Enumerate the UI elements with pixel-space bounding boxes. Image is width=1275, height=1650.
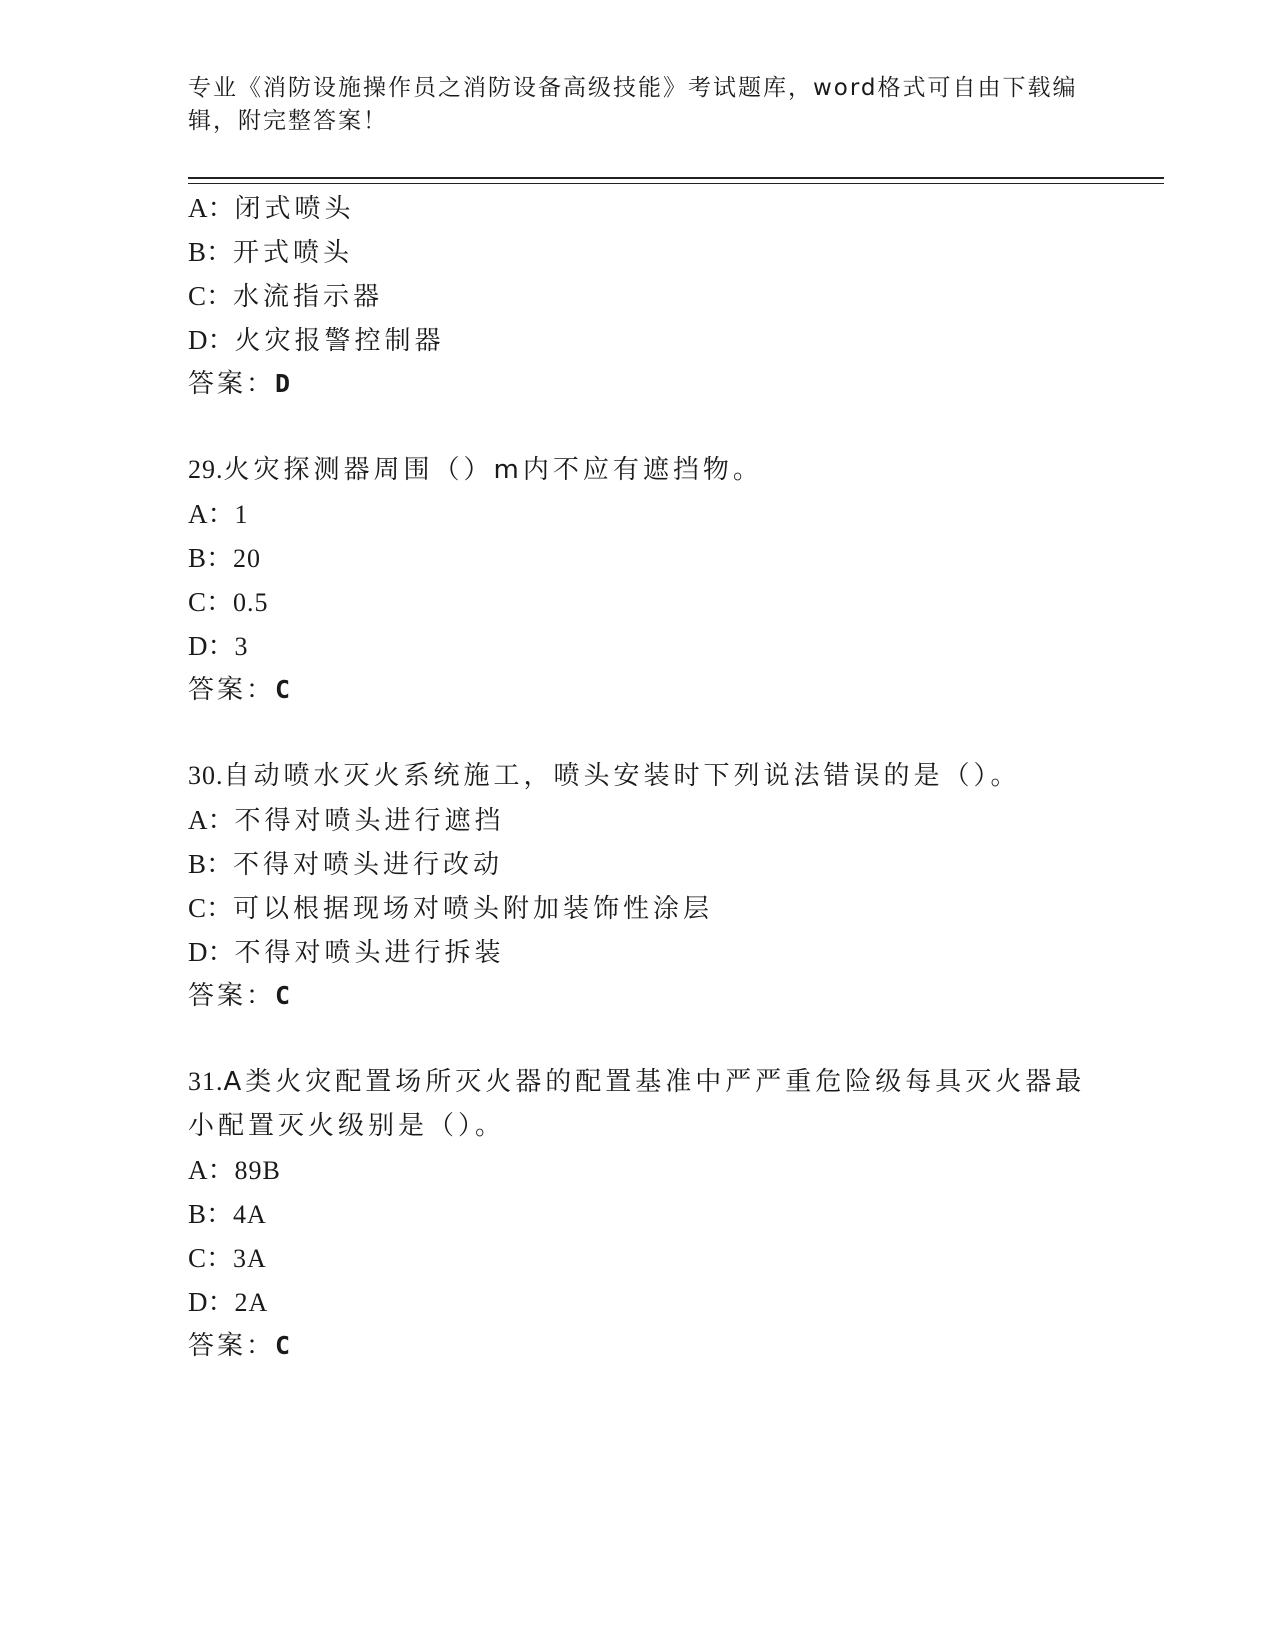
option-letter: A： <box>188 193 235 223</box>
option-letter: B： <box>188 237 234 267</box>
option-text: 3A <box>233 1244 267 1273</box>
q30-answer <box>188 978 291 1014</box>
q29-option-a <box>188 496 249 533</box>
option-letter: A： <box>188 805 235 835</box>
header-divider-thick <box>188 177 1164 179</box>
option-letter: D： <box>188 325 235 355</box>
option-text: 20 <box>233 544 262 573</box>
option-text: 可以根据现场对喷头附加装饰性涂层 <box>233 894 714 924</box>
q31-option-c <box>188 1240 267 1277</box>
q30-option-d <box>188 934 505 971</box>
q28-answer <box>188 366 291 402</box>
question-number: 29. <box>188 455 224 484</box>
answer-value: C <box>275 1331 292 1360</box>
q31-option-d <box>188 1284 268 1321</box>
answer-label: 答案： <box>188 675 276 705</box>
q28-option-d <box>188 322 445 359</box>
option-text: 0.5 <box>233 588 269 617</box>
intro-line-1: 专业《消防设施操作员之消防设备高级技能》考试题库，word格式可自由下载编 <box>188 75 1078 101</box>
answer-label: 答案： <box>188 1331 276 1361</box>
q28-option-b <box>188 234 353 271</box>
option-letter: C： <box>188 1243 234 1273</box>
option-text: 开式喷头 <box>233 238 354 268</box>
q31-option-b <box>188 1196 267 1233</box>
option-text: 不得对喷头进行改动 <box>233 850 504 880</box>
option-letter: B： <box>188 849 234 879</box>
option-letter: D： <box>188 937 235 967</box>
question-number: 31. <box>188 1067 224 1096</box>
q31-answer <box>188 1328 291 1364</box>
question-text: 自动喷水灭火系统施工，喷头安装时下列说法错误的是（）。 <box>223 761 1021 791</box>
option-text: 4A <box>233 1200 267 1229</box>
q29-question <box>188 452 763 488</box>
answer-value: C <box>275 981 292 1010</box>
q30-option-a <box>188 802 505 839</box>
q29-option-d <box>188 628 249 665</box>
q28-option-c <box>188 278 383 315</box>
option-letter: D： <box>188 1287 235 1317</box>
answer-value: D <box>275 369 292 398</box>
question-text: 火灾探测器周围（）m内不应有遮挡物。 <box>223 455 763 485</box>
option-text: 1 <box>234 500 249 529</box>
option-text: 3 <box>234 632 249 661</box>
answer-value: C <box>275 675 292 704</box>
answer-label: 答案： <box>188 369 276 399</box>
option-letter: C： <box>188 893 234 923</box>
option-text: 不得对喷头进行拆装 <box>234 938 505 968</box>
q30-option-c <box>188 890 713 927</box>
option-letter: B： <box>188 1199 234 1229</box>
option-text: 不得对喷头进行遮挡 <box>234 806 505 836</box>
q31-option-a <box>188 1152 281 1189</box>
q30-question <box>188 758 1021 794</box>
intro-line-2: 辑，附完整答案！ <box>188 108 388 134</box>
option-letter: D： <box>188 631 235 661</box>
option-text: 89B <box>234 1156 281 1185</box>
question-text: A类火灾配置场所灭火器的配置基准中严严重危险级每具灭火器最 <box>223 1067 1086 1097</box>
option-text: 水流指示器 <box>233 282 384 312</box>
option-letter: A： <box>188 1155 235 1185</box>
option-text: 2A <box>234 1288 269 1317</box>
header-divider-thin <box>188 183 1164 184</box>
document-intro <box>188 72 1088 138</box>
q29-answer <box>188 672 291 708</box>
question-number: 30. <box>188 761 224 790</box>
q29-option-c <box>188 584 269 621</box>
option-letter: C： <box>188 281 234 311</box>
option-letter: A： <box>188 499 235 529</box>
q31-question-line-1 <box>188 1064 1085 1100</box>
question-text: 小配置灭火级别是（）。 <box>188 1111 506 1141</box>
option-letter: B： <box>188 543 234 573</box>
option-text: 火灾报警控制器 <box>234 326 445 356</box>
option-text: 闭式喷头 <box>234 194 355 224</box>
q31-question-line-2 <box>188 1108 505 1144</box>
q30-option-b <box>188 846 503 883</box>
answer-label: 答案： <box>188 981 276 1011</box>
q28-option-a <box>188 190 355 227</box>
q29-option-b <box>188 540 261 577</box>
option-letter: C： <box>188 587 234 617</box>
